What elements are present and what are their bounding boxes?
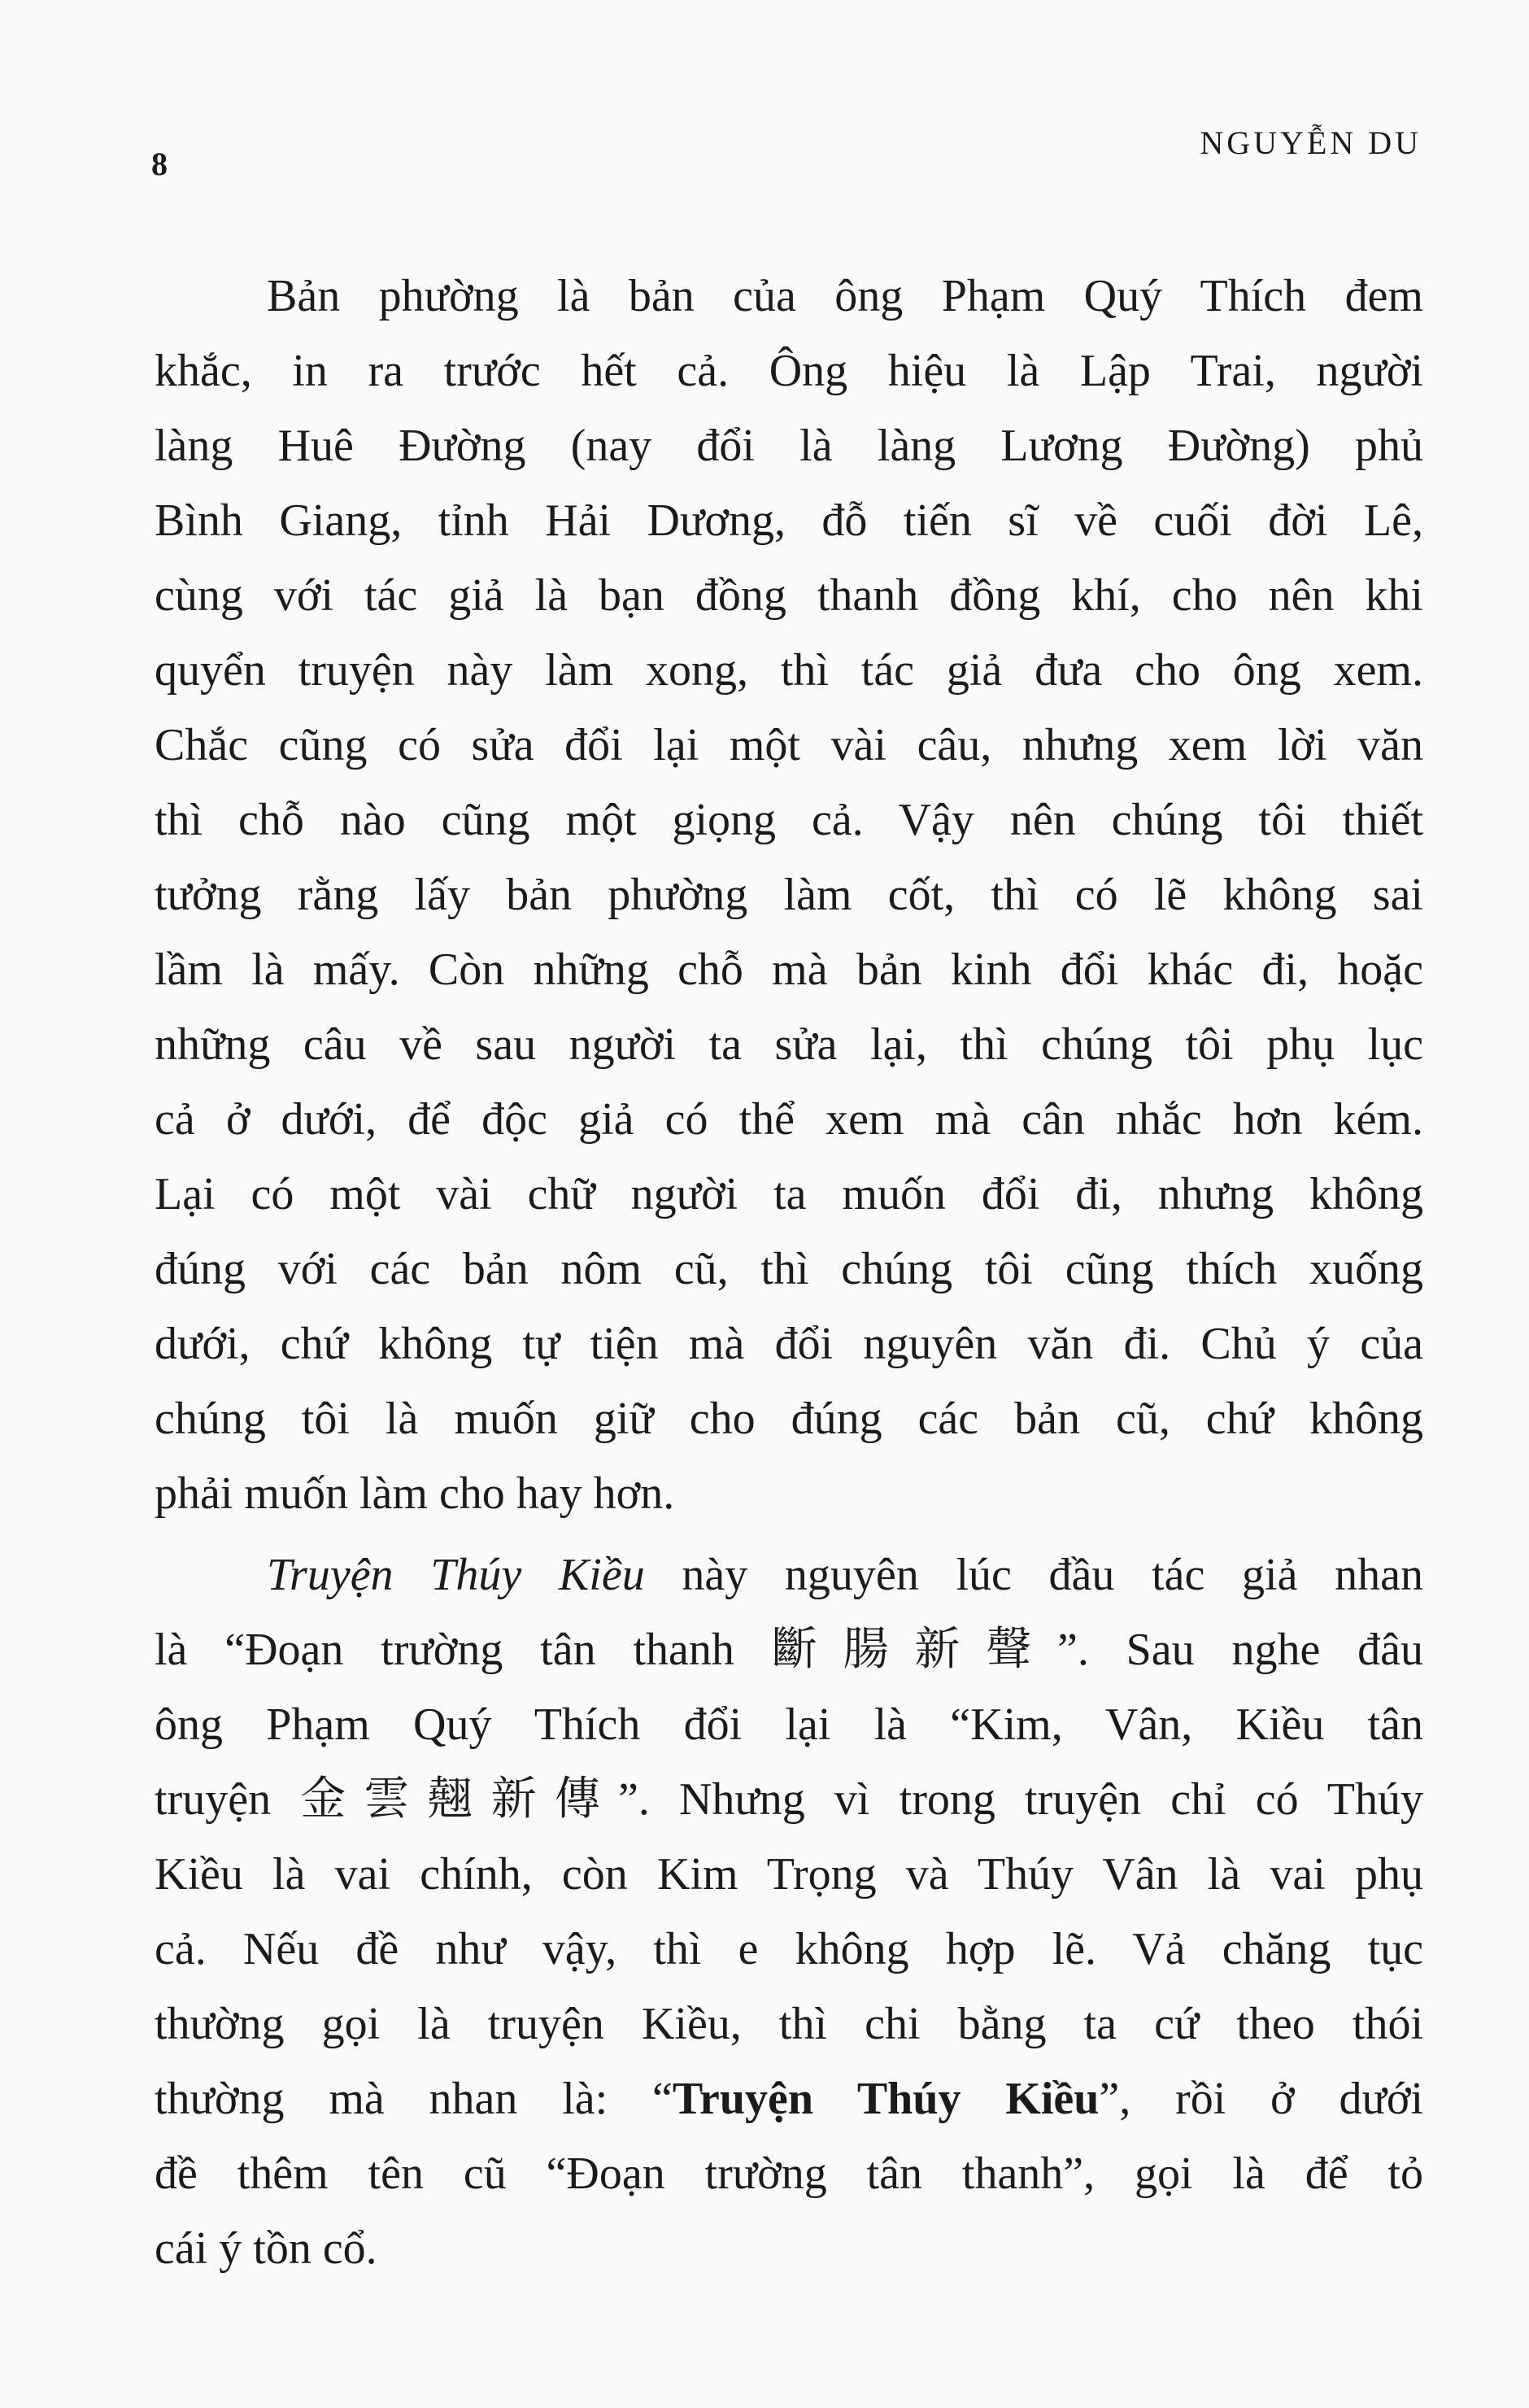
page-number: 8	[151, 146, 168, 182]
text-segment: lầm là mấy. Còn những chỗ mà bản kinh đổi khác đi, hoặc	[155, 944, 1423, 995]
text-segment: thì chỗ nào cũng một giọng cả. Vậy nên chúng tôi thiết	[155, 795, 1423, 845]
text-segment: chúng tôi là muốn giữ cho đúng các bản cũ, chứ không	[155, 1394, 1423, 1444]
text-segment: là “Đoạn trường tân thanh 斷腸新聲”. Sau nghe đâu	[155, 1625, 1423, 1675]
text-line	[155, 1157, 1423, 1232]
text-line	[155, 1456, 1423, 1531]
bold-title: Truyện Thúy Kiều	[672, 2074, 1100, 2124]
text-line	[155, 259, 1423, 334]
text-segment: cả ở dưới, để độc giả có thể xem mà cân nhắc hơn kém.	[155, 1094, 1423, 1145]
text-segment: này nguyên lúc đầu tác giả nhan	[644, 1550, 1423, 1600]
text-line	[155, 1837, 1423, 1912]
paragraph	[155, 259, 1423, 1531]
text-line	[155, 1612, 1423, 1687]
text-segment: phải muốn làm cho hay hơn.	[155, 1468, 675, 1519]
text-line	[155, 2136, 1423, 2211]
text-segment: ”, rồi ở dưới	[1099, 2074, 1423, 2124]
text-segment: cái ý tồn cổ.	[155, 2223, 377, 2274]
text-segment: Lại có một vài chữ người ta muốn đổi đi, nhưng không	[155, 1169, 1423, 1219]
text-segment: Bản phường là bản của ông Phạm Quý Thích đem	[267, 271, 1423, 321]
text-segment: Bình Giang, tỉnh Hải Dương, đỗ tiến sĩ về cuối đời Lê,	[155, 495, 1423, 546]
text-line	[155, 408, 1423, 483]
text-line	[155, 1307, 1423, 1381]
paragraph	[155, 1538, 1423, 2286]
text-segment: đúng với các bản nôm cũ, thì chúng tôi cũng thích xuống	[155, 1244, 1423, 1294]
text-segment: những câu về sau người ta sửa lại, thì chúng tôi phụ lục	[155, 1019, 1423, 1070]
paragraph-gap	[155, 1531, 1423, 1538]
text-line	[155, 2211, 1423, 2286]
text-line	[155, 783, 1423, 857]
text-segment: thường mà nhan là: “	[155, 2074, 673, 2124]
text-line	[155, 1762, 1423, 1837]
text-line	[155, 2061, 1423, 2136]
text-line	[155, 1007, 1423, 1082]
text-line	[155, 1538, 1423, 1612]
text-segment: Chắc cũng có sửa đổi lại một vài câu, nhưng xem lời văn	[155, 720, 1423, 770]
italic-title: Truyện Thúy Kiều	[267, 1550, 645, 1600]
text-segment: dưới, chứ không tự tiện mà đổi nguyên văn đi. Chủ ý của	[155, 1319, 1423, 1369]
text-segment: quyển truyện này làm xong, thì tác giả đưa cho ông xem.	[155, 645, 1423, 696]
text-segment: làng Huê Đường (nay đổi là làng Lương Đường) phủ	[155, 421, 1423, 471]
text-line	[155, 1987, 1423, 2061]
text-line	[155, 334, 1423, 408]
text-line	[155, 483, 1423, 558]
text-line	[155, 1687, 1423, 1762]
text-line	[155, 857, 1423, 932]
text-line	[155, 633, 1423, 708]
body-text	[155, 259, 1423, 2286]
text-segment: tưởng rằng lấy bản phường làm cốt, thì có lẽ không sai	[155, 870, 1423, 920]
text-segment: cả. Nếu đề như vậy, thì e không hợp lẽ. Vả chăng tục	[155, 1924, 1423, 1974]
text-line	[155, 1381, 1423, 1456]
text-segment: ông Phạm Quý Thích đổi lại là “Kim, Vân, Kiều tân	[155, 1699, 1423, 1750]
text-line	[155, 708, 1423, 783]
text-segment: cùng với tác giả là bạn đồng thanh đồng khí, cho nên khi	[155, 570, 1423, 621]
text-segment: Kiều là vai chính, còn Kim Trọng và Thúy Vân là vai phụ	[155, 1849, 1423, 1900]
text-line	[155, 1232, 1423, 1307]
text-segment: thường gọi là truyện Kiều, thì chi bằng ta cứ theo thói	[155, 1999, 1423, 2049]
text-line	[155, 558, 1423, 633]
text-line	[155, 1082, 1423, 1157]
text-line	[155, 1912, 1423, 1987]
running-header-title: NGUYỄN DU	[1200, 124, 1422, 161]
text-segment: đề thêm tên cũ “Đoạn trường tân thanh”, gọi là để tỏ	[155, 2148, 1423, 2199]
text-line	[155, 932, 1423, 1007]
text-segment: truyện 金雲翹新傳”. Nhưng vì trong truyện chỉ có Thúy	[155, 1774, 1423, 1825]
text-segment: khắc, in ra trước hết cả. Ông hiệu là Lập Trai, người	[155, 346, 1423, 396]
